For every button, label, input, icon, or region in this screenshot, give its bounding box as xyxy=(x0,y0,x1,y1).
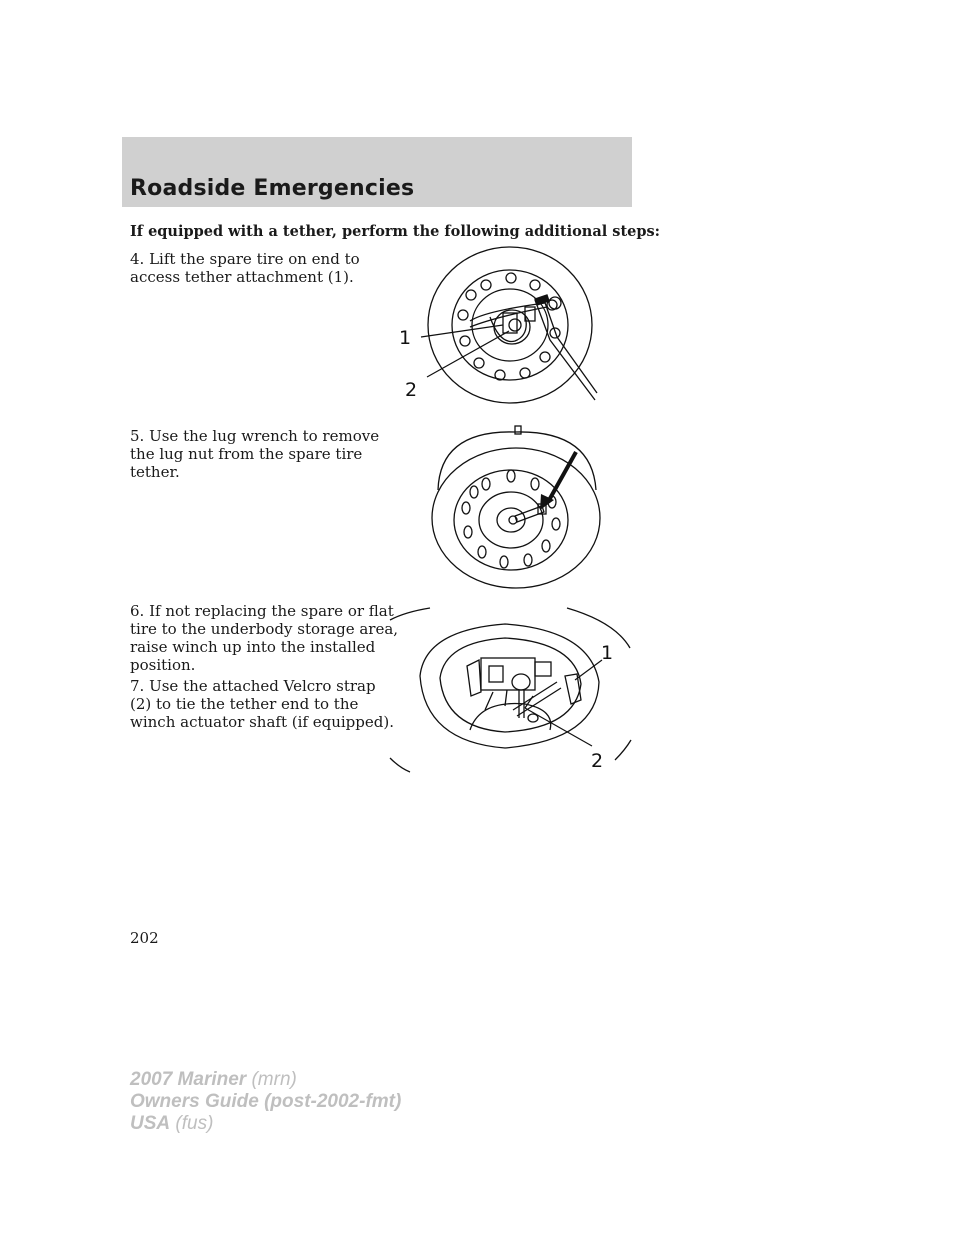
step-7-text: 7. Use the attached Velcro strap (2) to tie the tether end to the winch actuator shaft (if equipped). xyxy=(130,677,394,731)
tether-attachment-illustration xyxy=(385,245,615,415)
tether-callout-1: 1 xyxy=(399,327,412,349)
footer-guide: Owners Guide (post-2002-fmt) xyxy=(130,1091,402,1112)
step-4-text: 4. Lift the spare tire on end to access tether attachment (1). xyxy=(130,250,360,286)
footer-market: USA xyxy=(130,1113,171,1134)
storage-callout-1: 1 xyxy=(601,642,614,664)
lug-nut-removal-illustration xyxy=(420,420,615,590)
page-title: Roadside Emergencies xyxy=(130,176,415,201)
footer-market-code: (fus) xyxy=(170,1113,214,1134)
step-5-text: 5. Use the lug wrench to remove the lug nut from the spare tire tether. xyxy=(130,427,380,481)
intro-text: If equipped with a tether, perform the following additional steps: xyxy=(130,223,661,240)
tether-callout-2: 2 xyxy=(405,379,418,401)
page-number: 202 xyxy=(130,929,159,947)
document-footer xyxy=(130,1069,401,1135)
footer-model-code: (mrn) xyxy=(246,1069,297,1090)
storage-callout-2: 2 xyxy=(591,750,604,772)
winch-storage-illustration xyxy=(385,600,635,778)
footer-model: 2007 Mariner xyxy=(130,1069,247,1090)
step-6-text: 6. If not replacing the spare or flat tire to the underbody storage area, raise winch up into the installed position. xyxy=(130,602,399,674)
